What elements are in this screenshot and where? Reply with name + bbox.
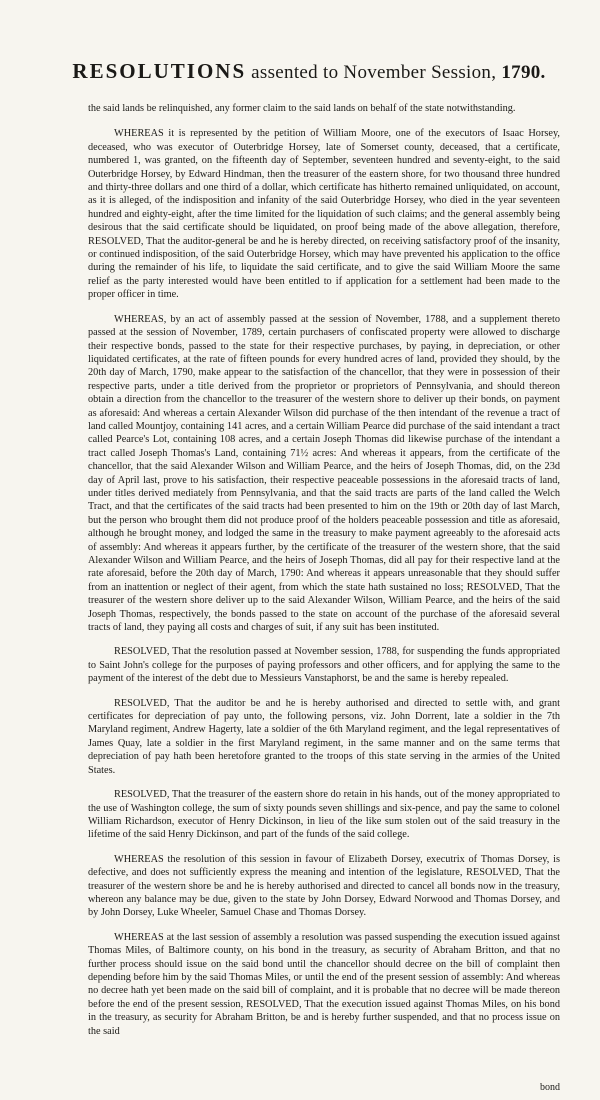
resolution-confiscated-property: WHEREAS, by an act of assembly passed at the session of November, 1788, and a supplement thereto passed at the session of November, 1789, certain purchasers of confiscated property were allowed to discharge their respective bonds, passed to the state for their respective purchases, by paying, in depreciation, or other liquidated certificates, at the rate of fifteen pounds for every hundred acres of land, provided they should, by the 20th day of March, 1790, make appear to the satisfaction of the chancellor, that they were in possession of their respective parts, under a title derived from the proprietor or proprietors of Pennsylvania, and should thereon obtain a direction from the chancellor to the treasurer of the western shore to deliver up their bonds, on payment as aforesaid: And whereas a certain Alexander Wilson did purchase of the then intendant of the revenue a tract of land called Mountjoy, containing 141 acres, and a certain William Pearce did purchase of the said intendant a tract called Pearce's Lot, containing 108 acres, and a certain Joseph Thomas did likewise purchase of the intendant a tract called Joseph Thomas's Land, containing 71½ acres: And whereas it appears, from the certificate of the chancellor, that the said Alexander Wilson and William Pearce, and the heirs of Joseph Thomas, did, on the 23d day of April last, prove to his satisfaction, their respective peaceable possessions in the aforesaid tracts of land, under titles derived mediately from Pennsylvania, and that the said tracts are parts of the land called the Welch Tract, and that the certificates of the said tracts had been presented to him on the 19th or 20th day of last March, but the person who brought them did not produce proof of the holders peaceable possession and title as aforesaid, although he brought money, and lodged the same in the treasury to make payment agreeably to the aforesaid acts of assembly: And whereas it appears further, by the certificate of the treasurer of the western shore, that the said Alexander Wilson and William Pearce, and the heirs of Joseph Thomas, did all pay for their respective land at the rate aforesaid, before the 20th day of March, 1790: And whereas it appears unreasonable that they should suffer from an inattention or neglect of their agent, from which the state hath sustained no loss; RESOLVED, That the treasurer of the western shore deliver up to the said Alexander Wilson, William Pearce, and the heirs of the said Joseph Thomas, respectively, the bonds passed to the state on account of the purchase of the aforesaid several tracts of land, they paying all costs and charges of suit, if any suit has been instituted. bbox=[88, 313, 560, 634]
resolution-horsey: WHEREAS it is represented by the petition of William Moore, one of the executors of Isaac Horsey, deceased, who was executor of Outerbridge Horsey, late of Somerset county, deceased, that a certificate, numbered 1, was granted, on the fifteenth day of September, seventeen hundred and seventy-eight, to the said Outerbridge Horsey, by Edward Hindman, then the treasurer of the eastern shore, for two thousand three hundred and thirty-three dollars and one third of a dollar, which certificate has hitherto remained unliquidated, on account, as it is alleged, of the indisposition and infanity of the said Outerbridge Horsey, who died in the year seventeen hundred and eighty-eight, after the time limited for the liquidation of such claims; and the general assembly being desirous that the said certificate should be liquidated, on proof being made of the above allegation, therefore, RESOLVED, That the auditor-general be and he is hereby directed, on receiving satisfactory proof of the insanity, or continued indisposition, of the said Outerbridge Horsey, which may have prevented his application to the office during the remainder of his life, to liquidate the said certificate, and to give the said William Moore the same relief as the party interested would have been entitled to if application for a settlement had been made to the proper officer in time. bbox=[88, 128, 560, 301]
title-year: 1790. bbox=[501, 62, 546, 83]
title-main: RESOLUTIONS bbox=[72, 59, 247, 83]
resolution-thomas-miles: WHEREAS at the last session of assembly a resolution was passed suspending the execution issued against Thomas Miles, of Baltimore county, on his bond in the treasury, as security of Abraham Britton, and that no further process should issue on the said bond until the chancellor should decree on the bill of complaint then depending before him by the said Thomas Miles, or until the end of the present session of assembly: And whereas no decree hath yet been made on the said bill of complaint, and it is probable that no decree will be made thereon before the end of the present session, RESOLVED, That the execution issued against Thomas Miles, on his bond in the treasury, as security for Abraham Britton, be and is hereby further suspended, and that no process issue on the said bbox=[88, 931, 560, 1037]
resolution-saint-johns-college: RESOLVED, That the resolution passed at November session, 1788, for suspending the funds appropriated to Saint John's college for the purposes of paying professors and other officers, and for applying the same to the payment of the interest of the debt due to Messieurs Vanstaphorst, be and the same is hereby repealed. bbox=[88, 646, 560, 685]
resolution-washington-college: RESOLVED, That the treasurer of the eastern shore do retain in his hands, out of the money appropriated to the use of Washington college, the sum of sixty pounds seven shillings and six-pence, and pay the same to colonel William Richardson, executor of Henry Dickinson, in lieu of the like sum stolen out of the said treasury in the lifetime of the said Henry Dickinson, and part of the funds of the said college. bbox=[88, 789, 560, 841]
catchword: bond bbox=[540, 1082, 560, 1093]
resolution-depreciation-pay: RESOLVED, That the auditor be and he is hereby authorised and directed to settle with, and grant certificates for depreciation of pay unto, the following persons, viz. John Dorrent, late a soldier in the 7th Maryland regiment, Andrew Hagerty, late a soldier of the 6th Maryland regiment, and the legal representatives of James Quay, late a soldier in the first Maryland regiment, in the same manner and on the same terms that depreciation of pay hath been heretofore granted to the troops of this state serving in the armies of the United States. bbox=[88, 697, 560, 776]
resolution-dorsey: WHEREAS the resolution of this session in favour of Elizabeth Dorsey, executrix of Thomas Dorsey, is defective, and does not sufficiently express the meaning and intention of the legislature, RESOLVED, That the treasurer of the western shore be and he is hereby authorised and directed to cancel all bonds now in the treasury, whereon any balance may be due, given to the state by John Dorsey, Edward Norwood and Thomas Dorsey, and by John Dorsey, Luke Wheeler, Samuel Chase and Thomas Dorsey. bbox=[88, 853, 560, 919]
title-rest: assented to November Session, bbox=[246, 62, 502, 83]
page-title bbox=[58, 60, 560, 84]
continuation-paragraph: the said lands be relinquished, any former claim to the said lands on behalf of the state notwithstanding. bbox=[88, 103, 516, 114]
